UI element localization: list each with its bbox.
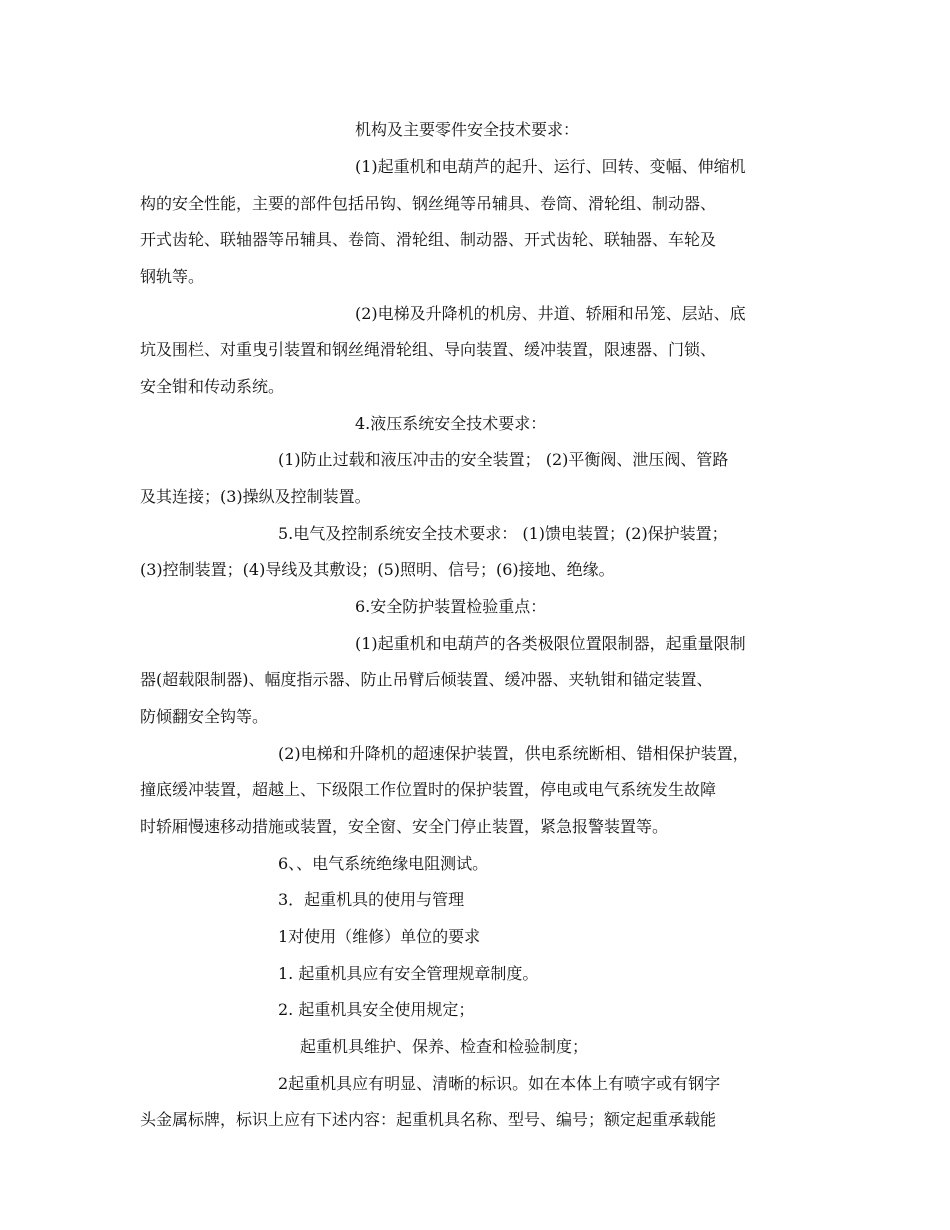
paragraph-line: 构的安全性能，主要的部件包括吊钩、钢丝绳等吊辅具、卷筒、滑轮组、制动器、 — [140, 194, 717, 213]
paragraph-line: (2)电梯和升降机的超速保护装置，供电系统断相、错相保护装置， — [278, 744, 749, 763]
paragraph-line: (1)起重机和电葫芦的起升、运行、回转、变幅、伸缩机 — [355, 157, 746, 176]
paragraph-line: 防倾翻安全钩等。 — [140, 707, 269, 726]
paragraph-line: 时轿厢慢速移动措施或装置，安全窗、安全门停止装置，紧急报警装置等。 — [140, 817, 669, 836]
list-item: 2. 起重机具安全使用规定； — [278, 1000, 475, 1019]
section-heading: 3．起重机具的使用与管理 — [278, 890, 465, 909]
paragraph-line: 开式齿轮、联轴器等吊辅具、卷筒、滑轮组、制动器、开式齿轮、联轴器、车轮及 — [140, 230, 717, 249]
paragraph-line: (1)起重机和电葫芦的各类极限位置限制器，起重量限制 — [355, 634, 746, 653]
paragraph-line: 钢轨等。 — [140, 267, 205, 286]
paragraph-line: (1)防止过载和液压冲击的安全装置； (2)平衡阀、泄压阀、管路 — [278, 450, 729, 469]
paragraph-line: 及其连接；(3)操纵及控制装置。 — [140, 487, 371, 506]
paragraph-line: 2起重机具应有明显、清晰的标识。如在本体上有喷字或有钢字 — [278, 1074, 721, 1093]
paragraph-line: (3)控制装置；(4)导线及其敷设；(5)照明、信号；(6)接地、绝缘。 — [140, 560, 615, 579]
paragraph-line: 安全钳和传动系统。 — [140, 377, 285, 396]
heading-electrical-requirements: 5.电气及控制系统安全技术要求： (1)馈电装置；(2)保护装置； — [278, 524, 728, 543]
list-item: 1. 起重机具应有安全管理规章制度。 — [278, 964, 539, 983]
paragraph-line: 撞底缓冲装置，超越上、下级限工作位置时的保护装置，停电或电气系统发生故障 — [140, 780, 717, 799]
paragraph-line: 6、、电气系统绝缘电阻测试。 — [278, 854, 489, 873]
heading-hydraulic-requirements: 4.液压系统安全技术要求： — [355, 414, 547, 433]
paragraph-line: 起重机具维护、保养、检查和检验制度； — [300, 1037, 589, 1056]
paragraph-line: (2)电梯及升降机的机房、井道、轿厢和吊笼、层站、底 — [355, 304, 746, 323]
heading-safety-device-inspection: 6.安全防护装置检验重点： — [355, 597, 547, 616]
subsection-heading: 1对使用（维修）单位的要求 — [278, 927, 481, 946]
paragraph-line: 器(超载限制器)、幅度指示器、防止吊臂后倾装置、缓冲器、夹轨钳和锚定装置、 — [140, 670, 713, 689]
paragraph-line: 坑及围栏、对重曳引装置和钢丝绳滑轮组、导向装置、缓冲装置，限速器、门锁、 — [140, 340, 717, 359]
paragraph-line: 头金属标牌，标识上应有下述内容：起重机具名称、型号、编号；额定起重承载能 — [140, 1110, 717, 1129]
heading-mechanism-requirements: 机构及主要零件安全技术要求： — [355, 120, 580, 139]
